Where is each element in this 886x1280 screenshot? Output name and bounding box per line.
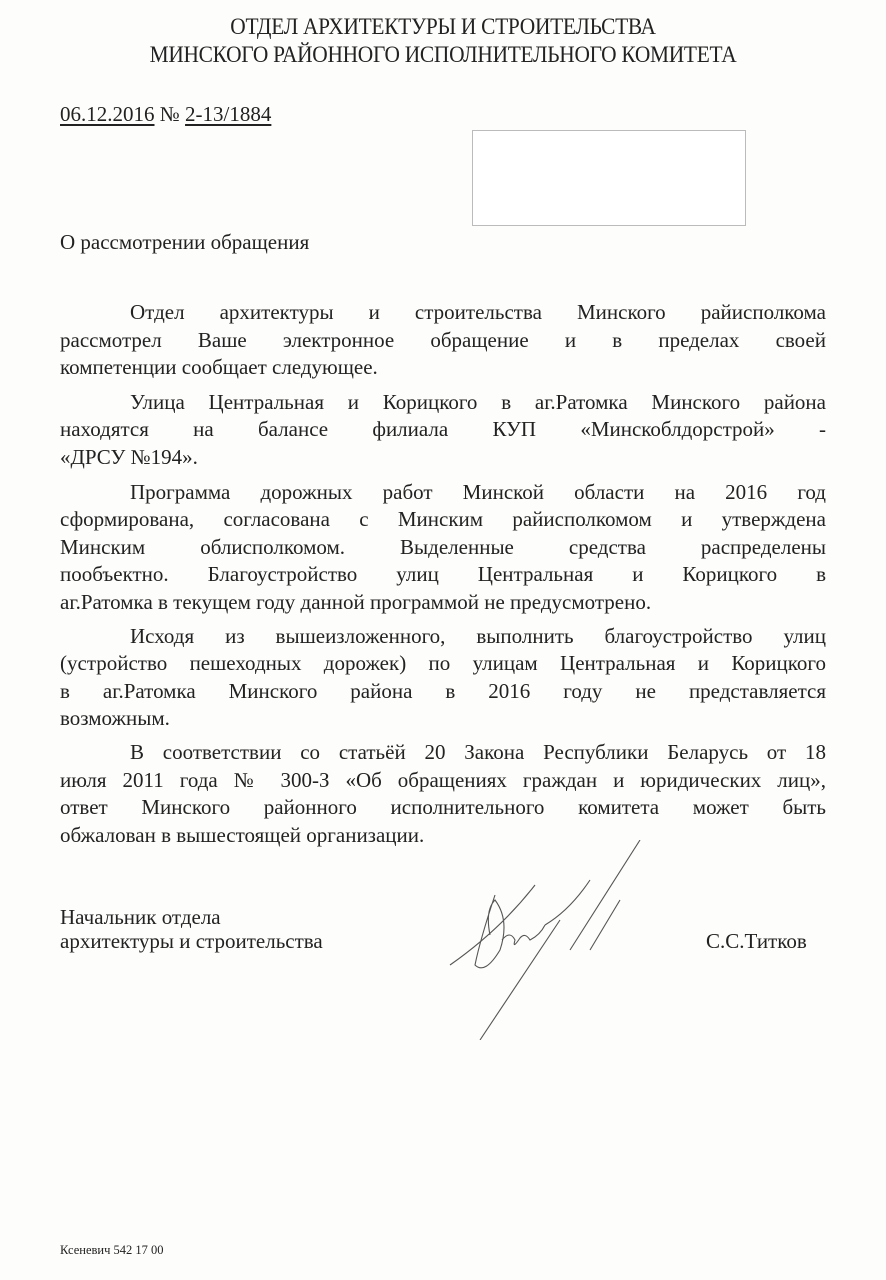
text-line: возможным.: [60, 706, 170, 731]
paragraph: [60, 299, 826, 382]
document-date: 06.12.2016: [60, 102, 155, 126]
text-line: Улица Центральная и Корицкого в аг.Ратомка Минского района: [130, 389, 826, 414]
text-line: Отдел архитектуры и строительства Минского райисполкома: [130, 300, 826, 324]
addressee-box: [472, 130, 746, 226]
number-sign: №: [159, 102, 180, 126]
text-line: находятся на балансе филиала КУП «Минскоблдорстрой» -: [60, 417, 826, 442]
paragraph: [60, 389, 826, 472]
executor-contact: Ксеневич 542 17 00: [60, 1243, 164, 1257]
letterhead-line-1: ОТДЕЛ АРХИТЕКТУРЫ И СТРОИТЕЛЬСТВА: [230, 14, 656, 39]
text-line: июля 2011 года № 300-З «Об обращениях граждан и юридических лиц»,: [60, 767, 826, 792]
paragraph: [60, 739, 826, 849]
text-line: (устройство пешеходных дорожек) по улицам Центральная и Корицкого: [60, 651, 826, 676]
text-line: ответ Минского районного исполнительного комитета может быть: [60, 795, 826, 820]
text-line: обжалован в вышестоящей организации.: [60, 822, 425, 847]
letter-body: [60, 299, 826, 849]
text-line: аг.Ратомка в текущем году данной программой не предусмотрено.: [60, 589, 652, 614]
signatory-position: [60, 905, 323, 953]
reference-line: [60, 102, 271, 127]
position-line-2: архитектуры и строительства: [60, 929, 323, 953]
text-line: В соответствии со статьёй 20 Закона Республики Беларусь от 18: [130, 739, 826, 764]
handwritten-signature: [440, 840, 660, 1040]
paragraph: [60, 623, 826, 733]
text-line: пообъектно. Благоустройство улиц Центральная и Корицкого в: [60, 562, 826, 587]
text-line: «ДРСУ №194».: [60, 444, 198, 469]
text-line: Минским облисполкомом. Выделенные средства распределены: [60, 534, 826, 559]
position-line-1: Начальник отдела: [60, 905, 221, 929]
document-number: 2-13/1884: [185, 102, 272, 126]
letterhead-line-2: МИНСКОГО РАЙОННОГО ИСПОЛНИТЕЛЬНОГО КОМИТЕТА: [149, 42, 737, 67]
text-line: сформирована, согласована с Минским райисполкомом и утверждена: [60, 507, 826, 532]
text-line: Программа дорожных работ Минской области на 2016 год: [130, 479, 826, 504]
text-line: рассмотрел Ваше электронное обращение и в пределах своей: [60, 327, 826, 352]
text-line: в аг.Ратомка Минского района в 2016 году не представляется: [60, 678, 826, 703]
signatory-name: С.С.Титков: [706, 929, 807, 953]
paragraph: [60, 479, 826, 617]
subject-line: О рассмотрении обращения: [60, 230, 310, 254]
text-line: Исходя из вышеизложенного, выполнить благоустройство улиц: [130, 623, 826, 648]
text-line: компетенции сообщает следующее.: [60, 355, 378, 380]
